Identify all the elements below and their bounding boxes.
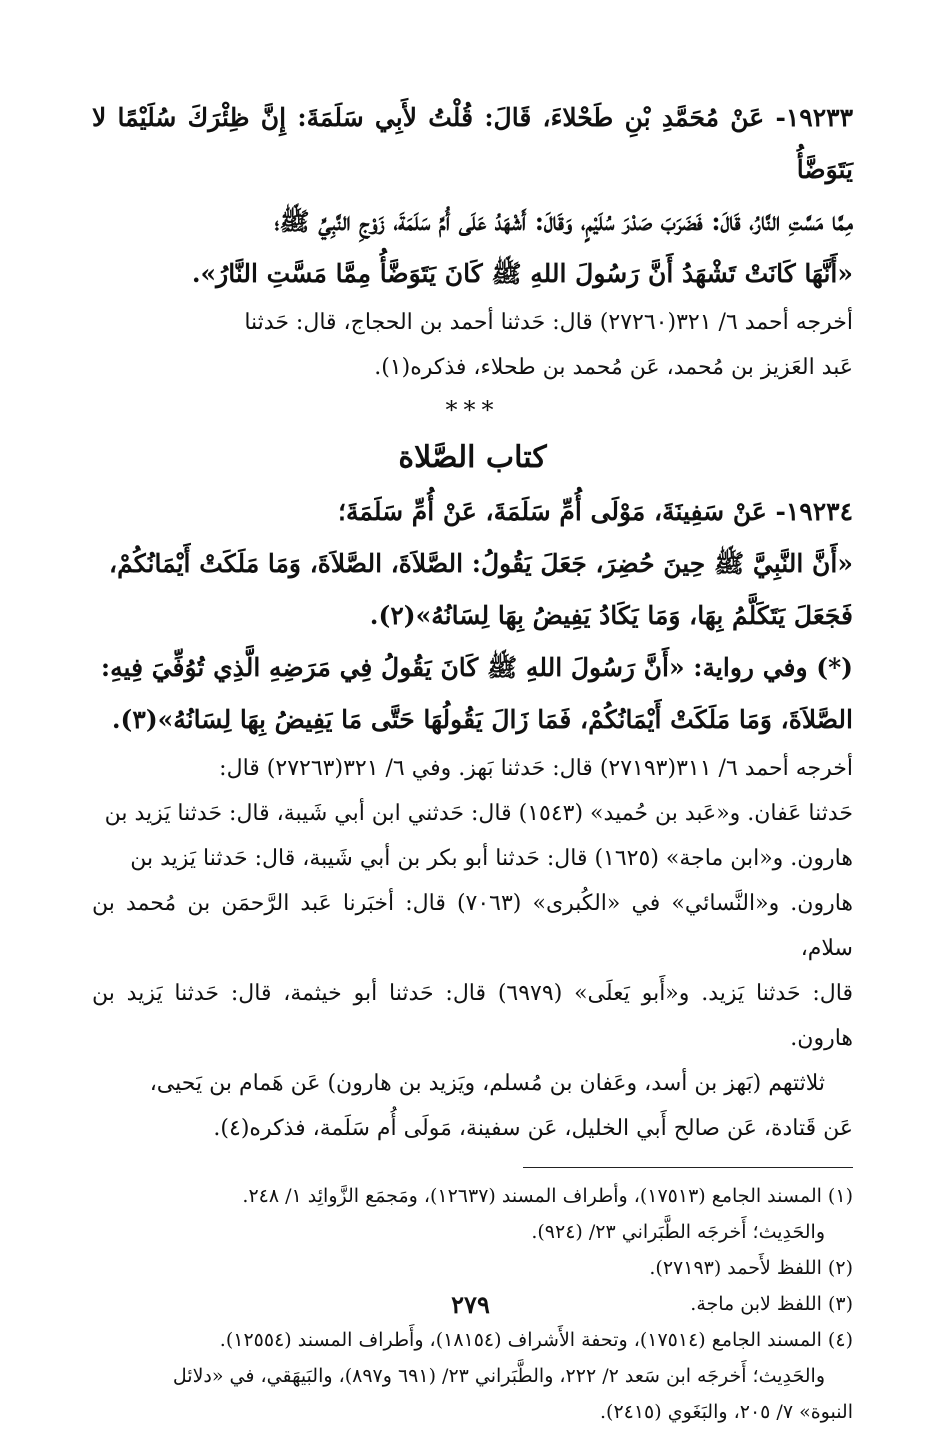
takhrij-line: ثلاثتهم (بَهز بن أسد، وعَفان بن مُسلم، ويَزيد بن هارون) عَن هَمام بن يَحيى، [149,1071,825,1096]
footnote: والحَدِيث؛ أَخرجَه ابن سَعد ٢/ ٢٢٢، والطَّبَراني ٢٣/ (٦٩١ و٨٩٧)، والبَيهَقي، في «دلائل [172,1365,825,1387]
takhrij-line: أخرجه أحمد ٦/ ٣١١(٢٧١٩٣) قال: حَدثنا بَهز. وفي ٦/ ٣٢١(٢٧٢٦٣) قال: [219,756,853,781]
hadith-19234 [92,486,853,746]
footnote: (٢) اللفظ لأَحمد (٢٧١٩٣). [649,1257,853,1279]
section-title: كتاب الصَّلاة [398,440,547,475]
hadith-line: «أَنَّهَا كَانَتْ تَشْهَدُ أَنَّ رَسُولَ اللهِ ﷺ كَانَ يَتَوَضَّأُ مِمَّا مَسَّتِ النَّارُ». [191,259,853,288]
footnote-divider [523,1167,853,1168]
takhrij-line: حَدثنا عَفان. و«عَبد بن حُميد» (١٥٤٣) قال: حَدثني ابن أبي شَيبة، قال: حَدثنا يَزيد بن [104,801,853,826]
hadith-line: ١٩٢٣٣- عَنْ مُحَمَّدِ بْنِ طَحْلاءَ، قَالَ: قُلْتُ لأَبِي سَلَمَةَ: إِنَّ ظِئْرَكَ سُلَيْمًا لا يَتَوَضَّأُ [92,103,853,184]
takhrij-line: عَبد العَزيز بن مُحمد، عَن مُحمد بن طحلاء، فذكره(١). [374,355,853,380]
takhrij-line: عَن قَتادة، عَن صالح أَبي الخليل، عَن سفينة، مَولَى أُم سَلَمة، فذكره(٤). [213,1116,853,1141]
footnote: (٣) اللفظ لابن ماجة. [690,1293,853,1315]
page-number: ٢٧٩ [451,1290,490,1319]
hadith-line: فَجَعَلَ يَتَكَلَّمُ بِهَا، وَمَا يَكَادُ يَفِيضُ بِهَا لِسَانُهُ»(٢). [369,601,853,630]
footnote: (١) المسند الجامع (١٧٥١٣)، وأطراف المسند (١٢٦٣٧)، ومَجمَع الزَّوائِد ١/ ٢٤٨. [242,1185,853,1207]
hadith-line: (*) وفي رواية: «أَنَّ رَسُولَ اللهِ ﷺ كَانَ يَقُولُ فِي مَرَضِهِ الَّذِي تُوُفِّيَ فِيهِ: [100,653,853,682]
takhrij-line: هارون. و«ابن ماجة» (١٦٢٥) قال: حَدثنا أبو بكر بن أبي شَيبة، قال: حَدثنا يَزيد بن [130,846,853,871]
takhrij-line: أخرجه أحمد ٦/ ٣٢١(٢٧٢٦٠) قال: حَدثنا أحمد بن الحجاج، قال: حَدثنا [244,310,853,335]
hadith-line: «أَنَّ النَّبِيَّ ﷺ حِينَ حُضِرَ، جَعَلَ يَقُولُ: الصَّلاَةَ، الصَّلاَةَ، وَمَا مَلَكَتْ أَيْمَانُكُمْ، [109,549,853,578]
hadith-19233 [92,92,853,300]
footnote: والحَدِيث؛ أَخرجَه الطَّبَراني ٢٣/ (٩٢٤). [531,1221,825,1243]
hadith-line: مِمَّا مَسَّتِ النَّارُ، قَالَ: فَضَرَبَ صَدْرَ سُلَيْمٍ، وَقَالَ: أَشْهَدُ عَلَى أُمِّ سَلَمَةَ، زَوْجِ النَّبِيِّ ﷺ؛ [274,207,853,236]
takhrij-19234 [92,746,853,1151]
takhrij-line: هارون. و«النَّسائي» في «الكُبرى» (٧٠٦٣) قال: أخبَرنا عَبد الرَّحمَن بن مُحمد بن سلام، [92,891,853,961]
footnote: النبوة» ٧/ ٢٠٥، والبَغَوي (٢٤١٥). [599,1401,853,1423]
takhrij-line: قال: حَدثنا يَزيد. و«أَبو يَعلَى» (٦٩٧٩) قال: حَدثنا أبو خيثمة، قال: حَدثنا يَزيد بن هارون. [92,981,853,1051]
hadith-line: الصَّلاَةَ، وَمَا مَلَكَتْ أَيْمَانُكُمْ، فَمَا زَالَ يَقُولُهَا حَتَّى مَا يَفِيضُ بِهَا لِسَانُهُ»(٣). [111,705,853,734]
takhrij-19233 [92,300,853,390]
separator-stars: *** [445,396,500,424]
footnote: (٤) المسند الجامع (١٧٥١٤)، وتحفة الأَشراف (١٨١٥٤)، وأَطراف المسند (١٢٥٥٤). [219,1329,853,1351]
hadith-line: ١٩٢٣٤- عَنْ سَفِينَةَ، مَوْلَى أُمِّ سَلَمَةَ، عَنْ أُمِّ سَلَمَةَ؛ [338,497,853,526]
